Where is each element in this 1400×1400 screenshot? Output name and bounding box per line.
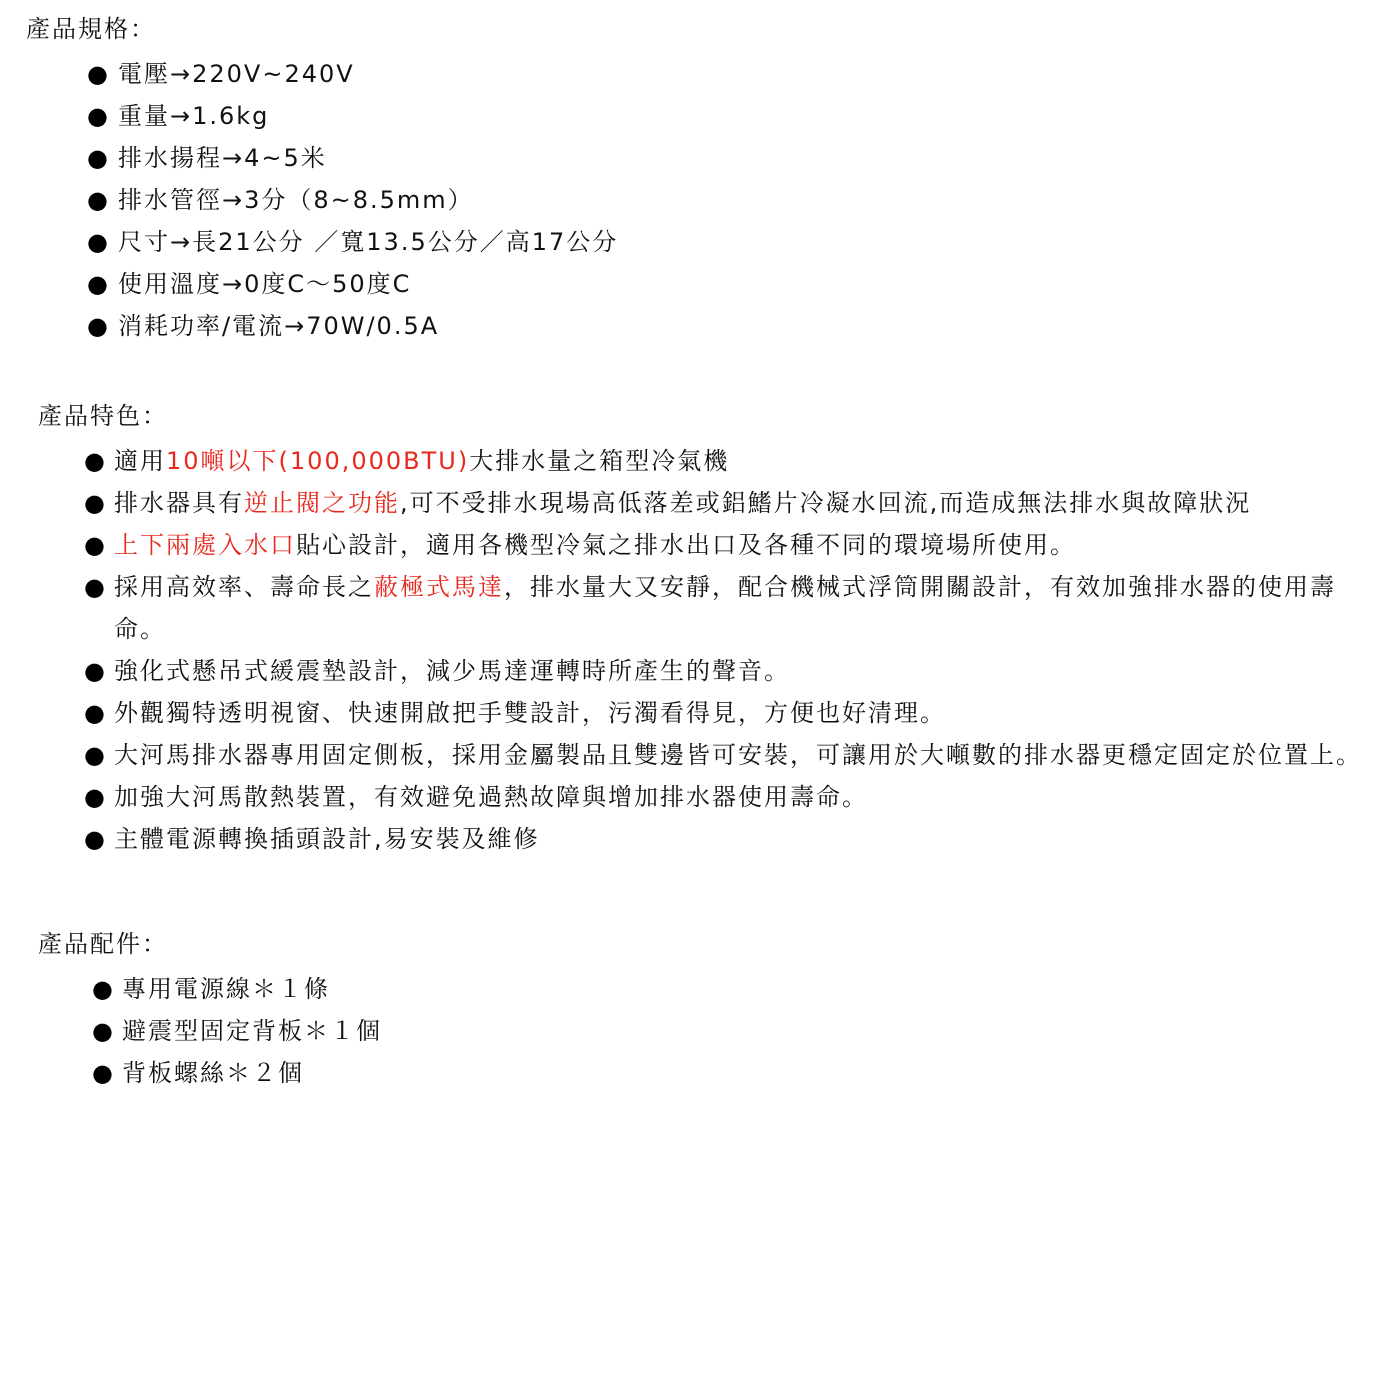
highlight-text: 逆止閥之功能 xyxy=(244,489,400,517)
spec-item: ● 消耗功率/電流→70W/0.5A xyxy=(0,305,1400,347)
bullet-icon: ● xyxy=(87,270,108,298)
features-section xyxy=(0,401,1400,860)
bullet-icon: ● xyxy=(92,1017,113,1045)
features-list xyxy=(0,440,1400,860)
bullet-icon: ● xyxy=(84,657,105,685)
feature-item: ● 採用高效率、壽命長之蔽極式馬達，排水量大又安靜，配合機械式浮筒開關設計，有效加強排水器的使用壽命。 xyxy=(0,566,1386,650)
feature-item: ● 外觀獨特透明視窗、快速開啟把手雙設計，污濁看得見，方便也好清理。 xyxy=(0,692,1386,734)
accessories-list xyxy=(0,968,1400,1094)
feature-item: ● 上下兩處入水口貼心設計，適用各機型冷氣之排水出口及各種不同的環境場所使用。 xyxy=(0,524,1386,566)
feature-item: ● 適用10噸以下(100,000BTU)大排水量之箱型冷氣機 xyxy=(0,440,1386,482)
bullet-icon: ● xyxy=(92,1059,113,1087)
spec-item: ● 排水管徑→3分（8~8.5mm） xyxy=(0,179,1400,221)
bullet-icon: ● xyxy=(87,312,108,340)
bullet-icon: ● xyxy=(84,489,105,517)
bullet-icon: ● xyxy=(87,228,108,256)
spec-list xyxy=(0,53,1400,347)
bullet-icon: ● xyxy=(84,741,105,769)
bullet-icon: ● xyxy=(87,144,108,172)
bullet-icon: ● xyxy=(84,699,105,727)
spec-item: ● 電壓→220V~240V xyxy=(0,53,1400,95)
spec-item: ● 重量→1.6kg xyxy=(0,95,1400,137)
feature-item: ● 主體電源轉換插頭設計,易安裝及維修 xyxy=(0,818,1386,860)
spec-item: ● 使用溫度→0度C～50度C xyxy=(0,263,1400,305)
bullet-icon: ● xyxy=(84,447,105,475)
features-heading: 產品特色： xyxy=(38,402,168,430)
accessory-item: ● 專用電源線＊１條 xyxy=(0,968,1400,1010)
bullet-icon: ● xyxy=(84,531,105,559)
feature-item: ● 強化式懸吊式緩震墊設計，減少馬達運轉時所產生的聲音。 xyxy=(0,650,1386,692)
bullet-icon: ● xyxy=(92,975,113,1003)
bullet-icon: ● xyxy=(84,783,105,811)
bullet-icon: ● xyxy=(87,186,108,214)
feature-item: ● 排水器具有逆止閥之功能,可不受排水現場高低落差或鋁鰭片冷凝水回流,而造成無法排水與故障狀況 xyxy=(0,482,1386,524)
feature-item: ● 加強大河馬散熱裝置，有效避免過熱故障與增加排水器使用壽命。 xyxy=(0,776,1386,818)
spec-item: ● 排水揚程→4~5米 xyxy=(0,137,1400,179)
accessories-section xyxy=(0,929,1400,1094)
spec-section xyxy=(0,14,1400,347)
spec-item: ● 尺寸→長21公分 ／寬13.5公分／高17公分 xyxy=(0,221,1400,263)
spec-heading: 產品規格： xyxy=(26,15,156,43)
highlight-text: 蔽極式馬達 xyxy=(374,573,504,601)
highlight-text: 上下兩處入水口 xyxy=(114,531,296,559)
highlight-text: 10噸以下(100,000BTU) xyxy=(166,447,470,475)
bullet-icon: ● xyxy=(87,60,108,88)
feature-item: ● 大河馬排水器專用固定側板，採用金屬製品且雙邊皆可安裝，可讓用於大噸數的排水器更穩定固定於位置上。 xyxy=(0,734,1386,776)
accessory-item: ● 背板螺絲＊２個 xyxy=(0,1052,1400,1094)
bullet-icon: ● xyxy=(84,573,105,601)
bullet-icon: ● xyxy=(87,102,108,130)
bullet-icon: ● xyxy=(84,825,105,853)
accessory-item: ● 避震型固定背板＊１個 xyxy=(0,1010,1400,1052)
accessories-heading: 產品配件： xyxy=(38,930,168,958)
